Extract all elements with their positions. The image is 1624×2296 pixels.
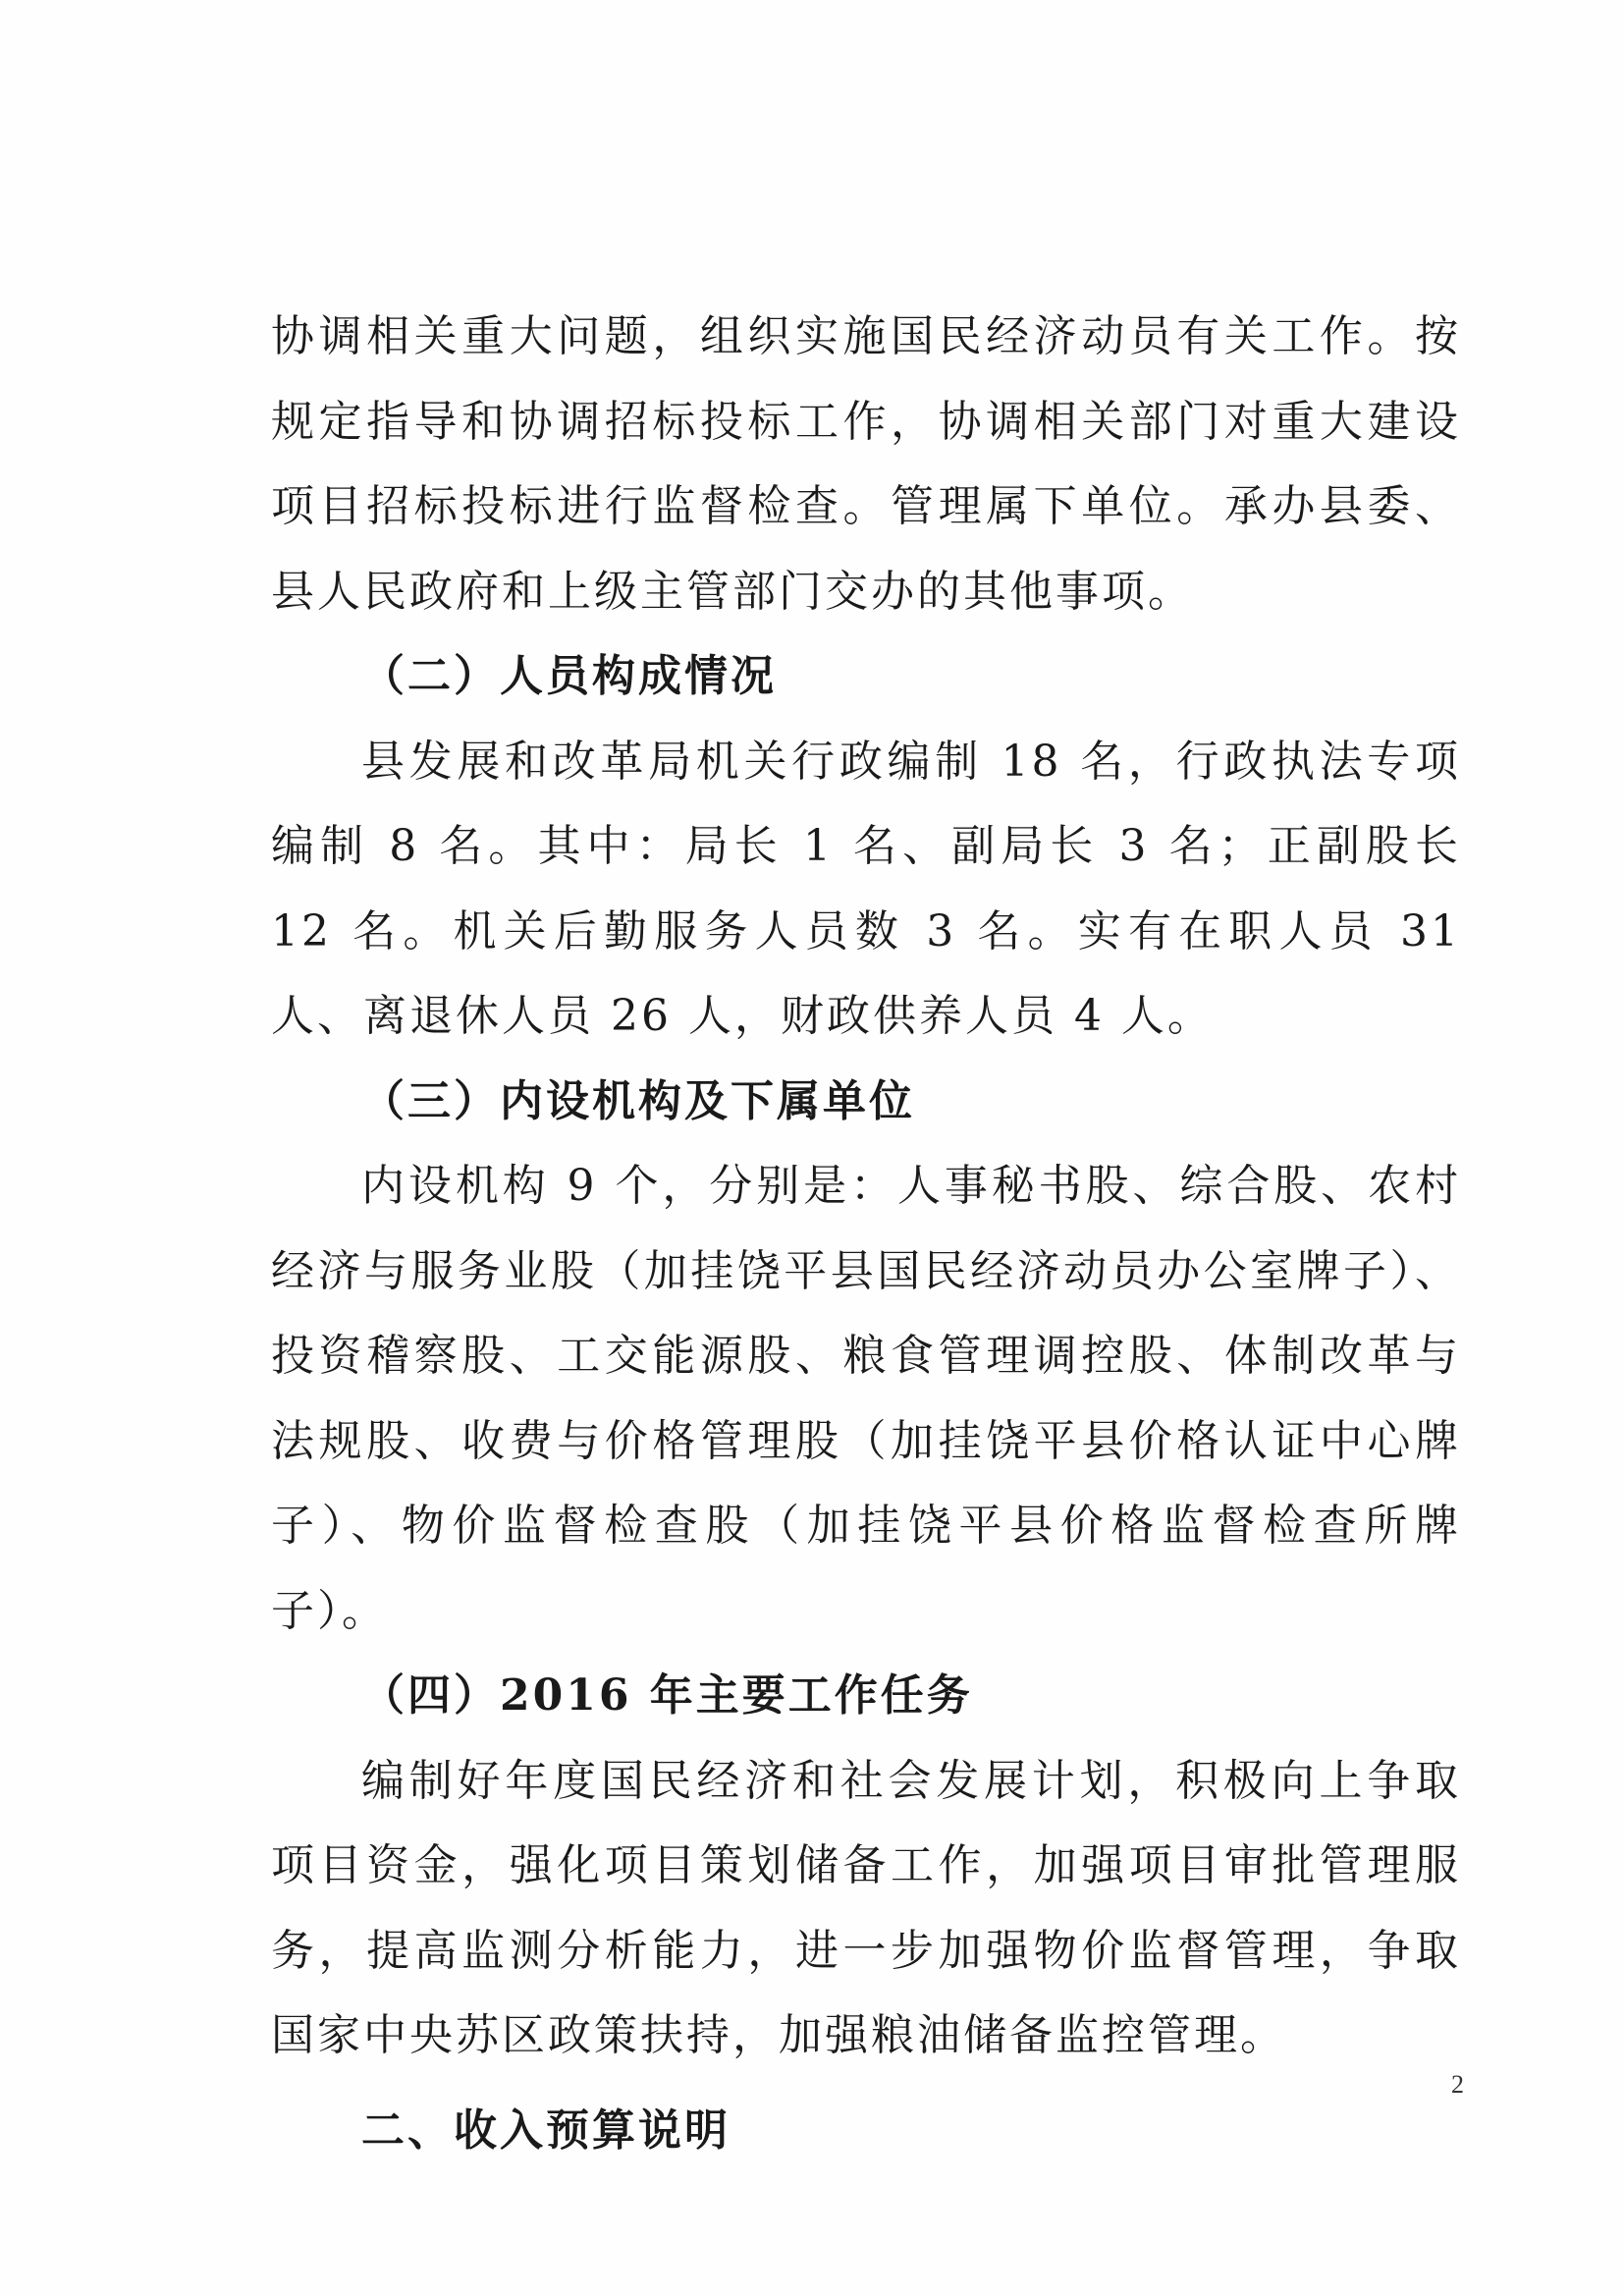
paragraph-staff-composition: 县发展和改革局机关行政编制 18 名，行政执法专项编制 8 名。其中：局长 1 名、副局长 3 名；正副股长 12 名。机关后勤服务人员数 3 名。实有在职人员 31 人、离退休人员 26 人，财政供养人员 4 人。 [271,736,1461,1041]
heading-income-budget: 二、收入预算说明 [361,2105,731,2156]
heading-internal-organization: （三）内设机构及下属单位 [361,1075,915,1126]
heading-main-tasks-2016: （四）2016 年主要工作任务 [361,1670,973,1721]
paragraph-duties-continued: 协调相关重大问题，组织实施国民经济动员有关工作。按规定指导和协调招标投标工作，协调相关部门对重大建设项目招标投标进行监督检查。管理属下单位。承办县委、县人民政府和上级主管部门交办的其他事项。 [271,311,1461,617]
heading-staff-composition: （二）人员构成情况 [361,651,777,701]
paragraph-main-tasks-2016: 编制好年度国民经济和社会发展计划，积极向上争取项目资金，强化项目策划储备工作，加强项目审批管理服务，提高监测分析能力，进一步加强物价监督管理，争取国家中央苏区政策扶持，加强粮油储备监控管理。 [271,1755,1461,2060]
page-number: 2 [1451,2070,1464,2099]
paragraph-internal-organization: 内设机构 9 个，分别是：人事秘书股、综合股、农村经济与服务业股（加挂饶平县国民经济动员办公室牌子）、投资稽察股、工交能源股、粮食管理调控股、体制改革与法规股、收费与价格管理股（加挂饶平县价格认证中心牌子）、物价监督检查股（加挂饶平县价格监督检查所牌子）。 [271,1161,1461,1636]
document-body [271,295,1461,2173]
